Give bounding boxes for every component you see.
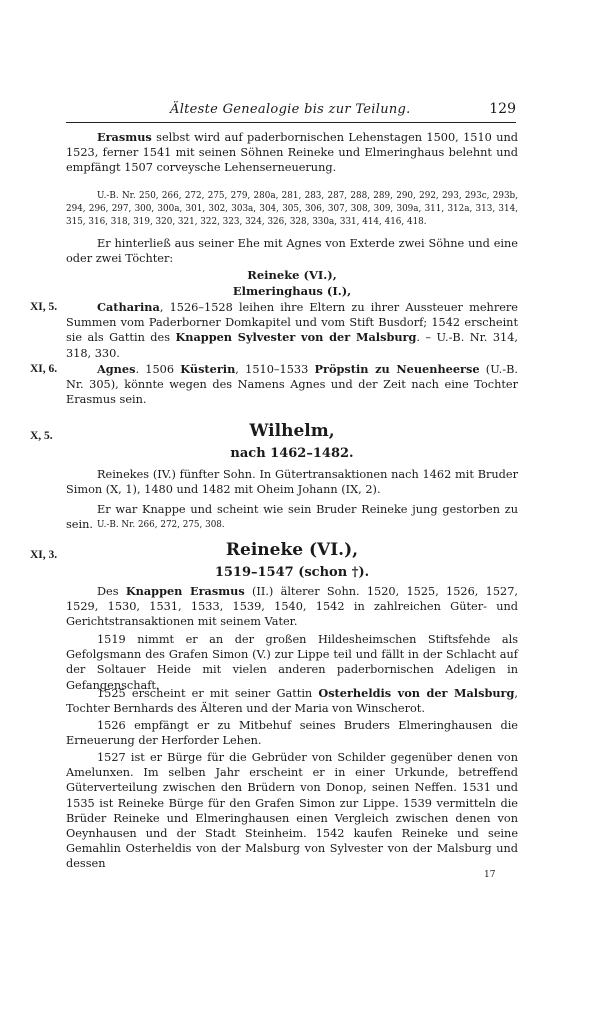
reineke-heading: Reineke (VI.),	[225, 540, 359, 560]
agnes-text-2: , 1510–1533	[235, 363, 315, 376]
reineke-paragraph-3	[66, 686, 518, 716]
catharina-name: Catharina	[97, 300, 160, 314]
erasmus-paragraph	[66, 130, 518, 176]
wilhelm-paragraph-1: Reinekes (IV.) fünfter Sohn. In Gütertransaktionen nach 1462 mit Bruder Simon (X, 1), 1480 und 1482 mit Oheim Johann (IX, 2).	[66, 468, 518, 497]
wilhelm-heading: Wilhelm,	[249, 421, 335, 441]
agnes-name: Agnes	[97, 362, 136, 376]
catharina-text: , 1526–1528 leihen ihre Eltern zu ihrer Aussteuer mehrere Summen vom Paderborner Domkapitel und vom Stift Busdorf; 1542 erscheint sie als Gattin des	[66, 301, 518, 345]
signature-mark: 17	[484, 870, 496, 880]
agnes-text-1: . 1506	[135, 363, 181, 376]
reineke-p1-rest: (II.) älterer Sohn. 1520, 1525, 1526, 1527, 1529, 1530, 1531, 1533, 1539, 1540, 1542 in zahlreichen Güter- und Gerichtstransaktionen mit seinem Vater.	[66, 585, 518, 629]
page-number: 129	[489, 101, 516, 117]
reineke-p3-rest: , Tochter Bernhards des Älteren und der Maria von Winscherot.	[66, 687, 519, 716]
reineke-paragraph-4: 1526 empfängt er zu Mitbehuf seines Bruders Elmeringhausen die Erneuerung der Herforder Lehen.	[66, 719, 518, 748]
child-reineke: Reineke (VI.),	[247, 268, 337, 282]
reineke-paragraph-1	[66, 584, 518, 630]
erasmus-source-note: U.-B. Nr. 250, 266, 272, 275, 279, 280a, 281, 283, 287, 288, 289, 290, 292, 293, 293c, 293b, 294, 296, 297, 300, 300a, 301, 302, 303a, 304, 305, 306, 307, 308, 309, 309a, 311, 312a, 313, 314, 315, 316, 318, 319, 320, 321, 322, 323, 324, 326, 328, 330a, 331, 414, 416, 418.	[66, 191, 518, 227]
running-header	[66, 100, 516, 123]
wilhelm-source-note: U.-B. Nr. 266, 272, 275, 308.	[97, 520, 225, 530]
margin-ref-catharina: XI, 5.	[30, 301, 58, 313]
margin-ref-wilhelm: X, 5.	[30, 430, 53, 442]
reineke-p1-start: Des	[97, 585, 126, 598]
catharina-husband: Knappen Sylvester von der Malsburg	[175, 330, 417, 345]
erasmus-children-paragraph: Er hinterließ aus seiner Ehe mit Agnes von Exterde zwei Söhne und eine oder zwei Töchter:	[66, 237, 518, 266]
reineke-father: Knappen Erasmus	[125, 584, 245, 598]
wilhelm-dates: nach 1462–1482.	[230, 446, 354, 461]
margin-ref-reineke: XI, 3.	[30, 549, 58, 561]
agnes-text-end: (U.-B. Nr. 305), könnte wegen des Namens Agnes und der Zeit nach eine Tochter Erasmus sein.	[66, 363, 518, 407]
reineke-dates: 1519–1547 (schon †).	[214, 565, 370, 580]
agnes-entry	[66, 362, 518, 408]
agnes-title-2: Pröpstin zu Neuenheerse	[314, 362, 480, 376]
erasmus-name: Erasmus	[97, 130, 152, 144]
reineke-p3-start: 1525 erscheint er mit seiner Gattin	[97, 687, 319, 700]
erasmus-text: selbst wird auf paderbornischen Lehenstagen 1500, 1510 und 1523, ferner 1541 mit seinen Söhnen Reineke und Elmeringhaus belehnt und empfängt 1507 corveysche Lehenserneuerung.	[66, 131, 518, 175]
reineke-wife: Osterheldis von der Malsburg	[318, 686, 515, 700]
catharina-entry	[66, 300, 518, 361]
margin-ref-agnes: XI, 6.	[30, 363, 58, 375]
child-elmeringhaus: Elmeringhaus (I.),	[232, 284, 352, 298]
reineke-paragraph-5: 1527 ist er Bürge für die Gebrüder von Schilder gegenüber denen von Amelunxen. Im selben Jahr erscheint er in einer Urkunde, betreffend Güterverteilung zwischen den Brüdern von Donop, seinen Neffen. 1531 und 1535 ist Reineke Bürge für den Grafen Simon zur Lippe. 1539 vermitteln die Brüder Reineke und Elmeringhausen einen Vergleich zwischen denen von Oeynhausen und der Stadt Steinheim. 1542 kaufen Reineke und seine Gemahlin Osterheldis von der Malsburg von Sylvester von der Malsburg und dessen	[66, 751, 518, 871]
agnes-title-1: Küsterin	[180, 362, 236, 376]
header-title: Älteste Genealogie bis zur Teilung.	[170, 102, 411, 117]
reineke-paragraph-2: 1519 nimmt er an der großen Hildesheimschen Stiftsfehde als Gefolgsmann des Grafen Simon (V.) zur Lippe teil und fällt in der Schlacht auf der Soltauer Heide mit vielen anderen paderbornischen Adeligen in Gefangenschaft.	[66, 633, 518, 692]
catharina-source: . – U.-B. Nr. 314, 318, 330.	[66, 331, 518, 360]
wilhelm-paragraph-2: Er war Knappe und scheint wie sein Bruder Reineke jung gestorben zu sein.	[66, 503, 518, 532]
